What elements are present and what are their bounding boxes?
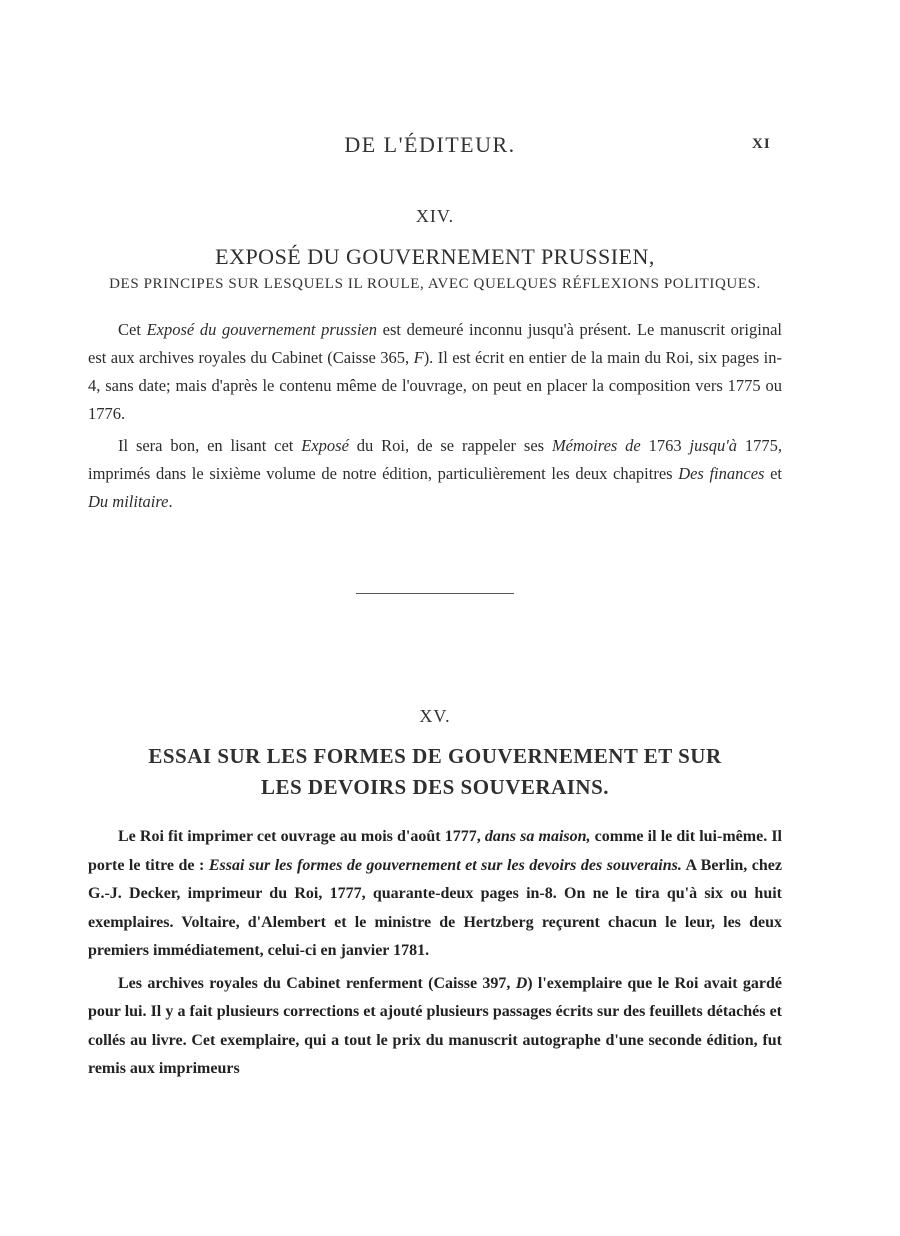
text-run: .	[168, 492, 173, 511]
paragraph	[88, 823, 782, 966]
section-title: EXPOSÉ DU GOUVERNEMENT PRUSSIEN,	[215, 244, 655, 269]
running-header	[0, 132, 900, 162]
section-number: XIV.	[415, 206, 455, 226]
italic-text: Exposé	[301, 436, 349, 455]
text-run: Les archives royales du Cabinet renferment (Caisse 397,	[118, 974, 516, 992]
text-run: Cet	[118, 320, 147, 339]
section-subtitle: DES PRINCIPES SUR LESQUELS IL ROULE, AVEC QUELQUES RÉFLEXIONS POLITIQUES.	[109, 276, 761, 292]
italic-text: jusqu'à	[689, 436, 738, 455]
section-divider	[356, 593, 514, 594]
section-title: ESSAI SUR LES FORMES DE GOUVERNEMENT ET SUR	[148, 744, 722, 768]
paragraph	[88, 970, 782, 1084]
section-number: XV.	[419, 706, 451, 726]
italic-text: F	[413, 348, 424, 367]
section-title-continued: LES DEVOIRS DES SOUVERAINS.	[260, 775, 609, 799]
text-run: comme il le dit lui-même. Il porte le titre de :	[88, 828, 783, 874]
italic-text: dans sa maison,	[484, 828, 591, 845]
text-run: ). Il est écrit en entier de la main du Roi, six pages in-4, sans date; mais d'après le contenu même de l'ouvrage, on peut en placer la composition vers 1775 ou 1776.	[88, 348, 783, 423]
text-run: est demeuré inconnu jusqu'à présent. Le manuscrit original est aux archives royales du Cabinet (Caisse 365,	[88, 320, 782, 367]
section-xv	[88, 706, 782, 1084]
text-run: ) l'exemplaire que le Roi avait gardé pour lui. Il y a fait plusieurs corrections et ajouté plusieurs passages écrits sur des feuillets détachés et collés au livre. Cet exemplaire, qui a tout le prix du manuscrit autographe d'une seconde édition, fut remis aux imprimeurs	[88, 974, 783, 1077]
page-number: XI	[752, 136, 771, 152]
italic-text: Exposé du gouvernement prussien	[146, 320, 378, 339]
italic-text: D	[515, 974, 528, 992]
italic-text: Des finances	[678, 464, 765, 483]
text-run: Il sera bon, en lisant cet	[118, 436, 302, 455]
text-run: du Roi, de se rappeler ses	[348, 436, 552, 455]
text-run: 1775, imprimés dans le sixième volume de notre édition, particulièrement les deux chapitres	[88, 436, 783, 483]
text-run: et	[764, 464, 782, 483]
italic-text: Mémoires de	[551, 436, 641, 455]
running-title: DE L'ÉDITEUR.	[344, 132, 516, 157]
paragraph	[88, 316, 782, 428]
paragraph	[88, 432, 782, 516]
italic-text: Essai sur les formes de gouvernement et sur les devoirs des souverains.	[208, 856, 682, 874]
italic-text: Du militaire	[88, 492, 169, 511]
text-run: 1763	[640, 436, 690, 455]
text-run: Le Roi fit imprimer cet ouvrage au mois d'août 1777,	[118, 828, 485, 845]
section-xiv	[88, 206, 782, 516]
text-run: A Berlin, chez G.-J. Decker, imprimeur du Roi, 1777, quarante-deux pages in-8. On ne le tira qu'à six ou huit exemplaires. Voltaire, d'Alembert et le ministre de Hertzberg reçurent chacun le leur, les deux premiers immédiatement, celui-ci en janvier 1781.	[88, 856, 783, 959]
